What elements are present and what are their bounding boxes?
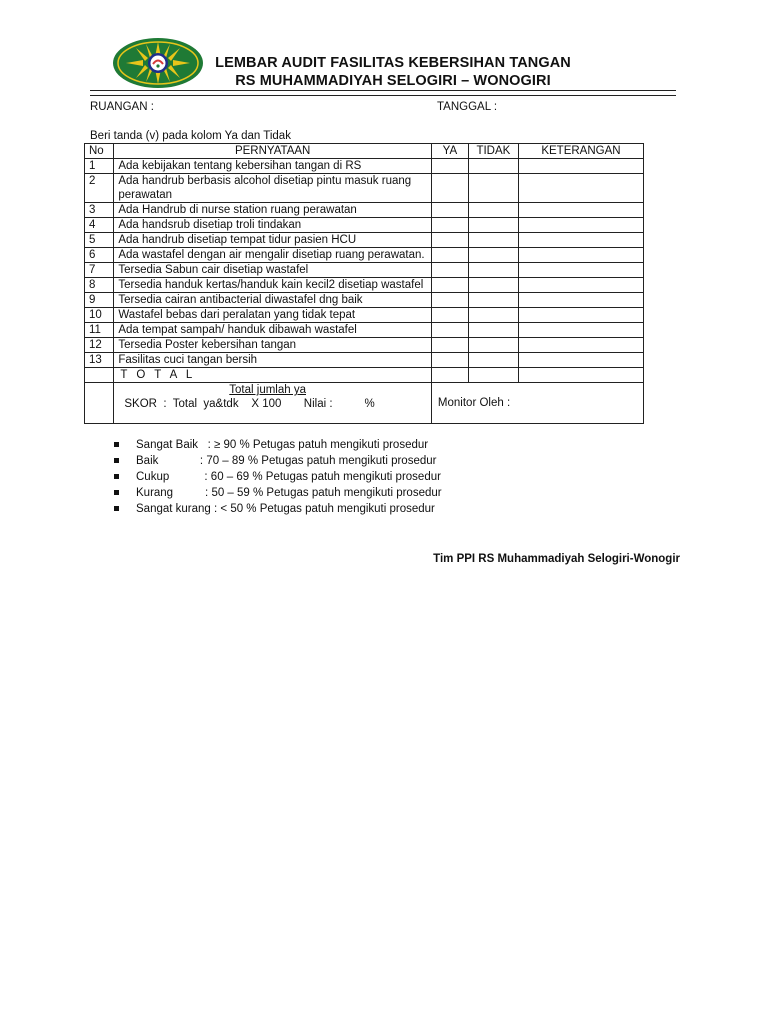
row-ya-cell[interactable] bbox=[431, 293, 468, 308]
score-nilai-label: Nilai : bbox=[303, 398, 333, 410]
criteria-item bbox=[114, 437, 442, 453]
row-no: 13 bbox=[85, 353, 114, 368]
row-pernyataan: Ada wastafel dengan air mengalir disetiap ruang perawatan. bbox=[114, 248, 432, 263]
row-pernyataan: Fasilitas cuci tangan bersih bbox=[114, 353, 432, 368]
criteria-item bbox=[114, 453, 442, 469]
row-no: 12 bbox=[85, 338, 114, 353]
criteria-item bbox=[114, 469, 442, 485]
row-no: 8 bbox=[85, 278, 114, 293]
row-pernyataan: Ada Handrub di nurse station ruang perawatan bbox=[114, 203, 432, 218]
row-tidak-cell[interactable] bbox=[468, 233, 518, 248]
header-divider bbox=[90, 90, 676, 96]
row-no: 5 bbox=[85, 233, 114, 248]
row-tidak-cell[interactable] bbox=[468, 338, 518, 353]
score-multiplier: X 100 bbox=[251, 398, 282, 410]
table-row bbox=[85, 353, 644, 368]
criteria-separator: : bbox=[158, 455, 207, 467]
row-keterangan-cell[interactable] bbox=[518, 293, 643, 308]
header-tidak: TIDAK bbox=[468, 144, 518, 159]
row-tidak-cell[interactable] bbox=[468, 293, 518, 308]
criteria-desc: 50 – 59 % Petugas patuh mengikuti prosedur bbox=[211, 487, 442, 499]
row-no: 4 bbox=[85, 218, 114, 233]
row-tidak-cell[interactable] bbox=[468, 263, 518, 278]
row-tidak-cell[interactable] bbox=[468, 248, 518, 263]
tanggal-field-label: TANGGAL : bbox=[437, 101, 498, 113]
row-ya-cell[interactable] bbox=[431, 323, 468, 338]
row-tidak-cell[interactable] bbox=[468, 278, 518, 293]
row-pernyataan: Wastafel bebas dari peralatan yang tidak tepat bbox=[114, 308, 432, 323]
row-ya-cell[interactable] bbox=[431, 174, 468, 203]
row-pernyataan: Tersedia Sabun cair disetiap wastafel bbox=[114, 263, 432, 278]
scoring-criteria-list bbox=[114, 437, 442, 517]
row-pernyataan: Tersedia handuk kertas/handuk kain kecil2 disetiap wastafel bbox=[114, 278, 432, 293]
row-tidak-cell[interactable] bbox=[468, 323, 518, 338]
audit-checklist-table bbox=[84, 143, 644, 424]
score-percent: % bbox=[364, 398, 375, 410]
row-ya-cell[interactable] bbox=[431, 338, 468, 353]
score-numerator: Total jumlah ya bbox=[229, 384, 306, 396]
header-no: No bbox=[85, 144, 114, 159]
criteria-separator: : bbox=[173, 487, 212, 499]
row-ya-cell[interactable] bbox=[431, 203, 468, 218]
row-keterangan-cell[interactable] bbox=[518, 159, 643, 174]
criteria-label: Baik bbox=[136, 455, 159, 467]
score-denominator-line bbox=[118, 397, 427, 411]
row-tidak-cell[interactable] bbox=[468, 174, 518, 203]
row-ya-cell[interactable] bbox=[431, 233, 468, 248]
row-tidak-cell[interactable] bbox=[468, 159, 518, 174]
ruangan-field-label: RUANGAN : bbox=[90, 101, 154, 113]
criteria-separator: : bbox=[198, 439, 214, 451]
table-header-row bbox=[85, 144, 644, 159]
row-ya-cell[interactable] bbox=[431, 248, 468, 263]
total-keterangan-cell[interactable] bbox=[518, 368, 643, 383]
square-bullet-icon bbox=[114, 506, 119, 511]
score-denominator: Total ya&tdk bbox=[172, 398, 239, 410]
signature-team-label: Tim PPI RS Muhammadiyah Selogiri-Wonogir bbox=[433, 553, 680, 565]
row-tidak-cell[interactable] bbox=[468, 353, 518, 368]
row-keterangan-cell[interactable] bbox=[518, 308, 643, 323]
row-tidak-cell[interactable] bbox=[468, 203, 518, 218]
header-pernyataan: PERNYATAAN bbox=[114, 144, 432, 159]
table-row bbox=[85, 323, 644, 338]
row-no: 3 bbox=[85, 203, 114, 218]
row-ya-cell[interactable] bbox=[431, 353, 468, 368]
row-no: 7 bbox=[85, 263, 114, 278]
criteria-item bbox=[114, 485, 442, 501]
total-label: T O T A L bbox=[114, 368, 432, 383]
table-row bbox=[85, 233, 644, 248]
row-keterangan-cell[interactable] bbox=[518, 174, 643, 203]
score-formula bbox=[114, 383, 432, 424]
total-row bbox=[85, 368, 644, 383]
row-no: 6 bbox=[85, 248, 114, 263]
row-ya-cell[interactable] bbox=[431, 308, 468, 323]
criteria-desc: ≥ 90 % Petugas patuh mengikuti prosedur bbox=[214, 439, 429, 451]
row-ya-cell[interactable] bbox=[431, 263, 468, 278]
row-pernyataan: Ada handsrub disetiap troli tindakan bbox=[114, 218, 432, 233]
table-row bbox=[85, 308, 644, 323]
table-row bbox=[85, 338, 644, 353]
row-ya-cell[interactable] bbox=[431, 159, 468, 174]
square-bullet-icon bbox=[114, 442, 119, 447]
row-keterangan-cell[interactable] bbox=[518, 233, 643, 248]
criteria-label: Cukup bbox=[136, 471, 170, 483]
square-bullet-icon bbox=[114, 490, 119, 495]
monitor-oleh-label: Monitor Oleh : bbox=[437, 397, 511, 409]
row-no: 9 bbox=[85, 293, 114, 308]
title-line-2: RS MUHAMMADIYAH SELOGIRI – WONOGIRI bbox=[235, 73, 551, 89]
row-pernyataan: Ada handrub berbasis alcohol disetiap pintu masuk ruang perawatan bbox=[114, 174, 432, 203]
instruction-text: Beri tanda (v) pada kolom Ya dan Tidak bbox=[90, 130, 291, 142]
row-pernyataan: Ada tempat sampah/ handuk dibawah wastafel bbox=[114, 323, 432, 338]
table-row bbox=[85, 263, 644, 278]
row-pernyataan: Ada kebijakan tentang kebersihan tangan di RS bbox=[114, 159, 432, 174]
criteria-label: Sangat Baik bbox=[136, 439, 199, 451]
header-keterangan: KETERANGAN bbox=[518, 144, 643, 159]
row-keterangan-cell[interactable] bbox=[518, 203, 643, 218]
row-tidak-cell[interactable] bbox=[468, 308, 518, 323]
hospital-logo-icon bbox=[112, 37, 204, 89]
document-title bbox=[208, 54, 578, 90]
table-row bbox=[85, 203, 644, 218]
row-pernyataan: Ada handrub disetiap tempat tidur pasien HCU bbox=[114, 233, 432, 248]
row-keterangan-cell[interactable] bbox=[518, 353, 643, 368]
table-row bbox=[85, 174, 644, 203]
row-no: 10 bbox=[85, 308, 114, 323]
score-numerator-line bbox=[108, 383, 427, 397]
row-keterangan-cell[interactable] bbox=[518, 338, 643, 353]
criteria-desc: < 50 % Petugas patuh mengikuti prosedur bbox=[220, 503, 435, 515]
criteria-desc: 60 – 69 % Petugas patuh mengikuti prosedur bbox=[210, 471, 441, 483]
total-no-cell bbox=[85, 368, 114, 383]
row-keterangan-cell[interactable] bbox=[518, 218, 643, 233]
row-pernyataan: Tersedia cairan antibacterial diwastafel dng baik bbox=[114, 293, 432, 308]
row-keterangan-cell[interactable] bbox=[518, 248, 643, 263]
total-ya-cell[interactable] bbox=[431, 368, 468, 383]
monitor-oleh-cell[interactable] bbox=[431, 383, 643, 424]
criteria-separator: : bbox=[210, 503, 221, 515]
row-pernyataan: Tersedia Poster kebersihan tangan bbox=[114, 338, 432, 353]
title-line-1: LEMBAR AUDIT FASILITAS KEBERSIHAN TANGAN bbox=[215, 55, 571, 71]
row-no: 1 bbox=[85, 159, 114, 174]
row-no: 2 bbox=[85, 174, 114, 203]
table-row bbox=[85, 293, 644, 308]
criteria-desc: 70 – 89 % Petugas patuh mengikuti prosedur bbox=[206, 455, 437, 467]
row-tidak-cell[interactable] bbox=[468, 218, 518, 233]
table-row bbox=[85, 218, 644, 233]
row-keterangan-cell[interactable] bbox=[518, 278, 643, 293]
row-ya-cell[interactable] bbox=[431, 218, 468, 233]
table-row bbox=[85, 278, 644, 293]
header-ya: YA bbox=[431, 144, 468, 159]
total-tidak-cell[interactable] bbox=[468, 368, 518, 383]
row-ya-cell[interactable] bbox=[431, 278, 468, 293]
criteria-item bbox=[114, 501, 442, 517]
score-row bbox=[85, 383, 644, 424]
table-row bbox=[85, 159, 644, 174]
criteria-separator: : bbox=[169, 471, 211, 483]
row-no: 11 bbox=[85, 323, 114, 338]
criteria-label: Kurang bbox=[136, 487, 174, 499]
row-keterangan-cell[interactable] bbox=[518, 323, 643, 338]
square-bullet-icon bbox=[114, 474, 119, 479]
score-prefix: SKOR : bbox=[124, 398, 167, 410]
row-keterangan-cell[interactable] bbox=[518, 263, 643, 278]
square-bullet-icon bbox=[114, 458, 119, 463]
table-row bbox=[85, 248, 644, 263]
criteria-label: Sangat kurang bbox=[136, 503, 211, 515]
